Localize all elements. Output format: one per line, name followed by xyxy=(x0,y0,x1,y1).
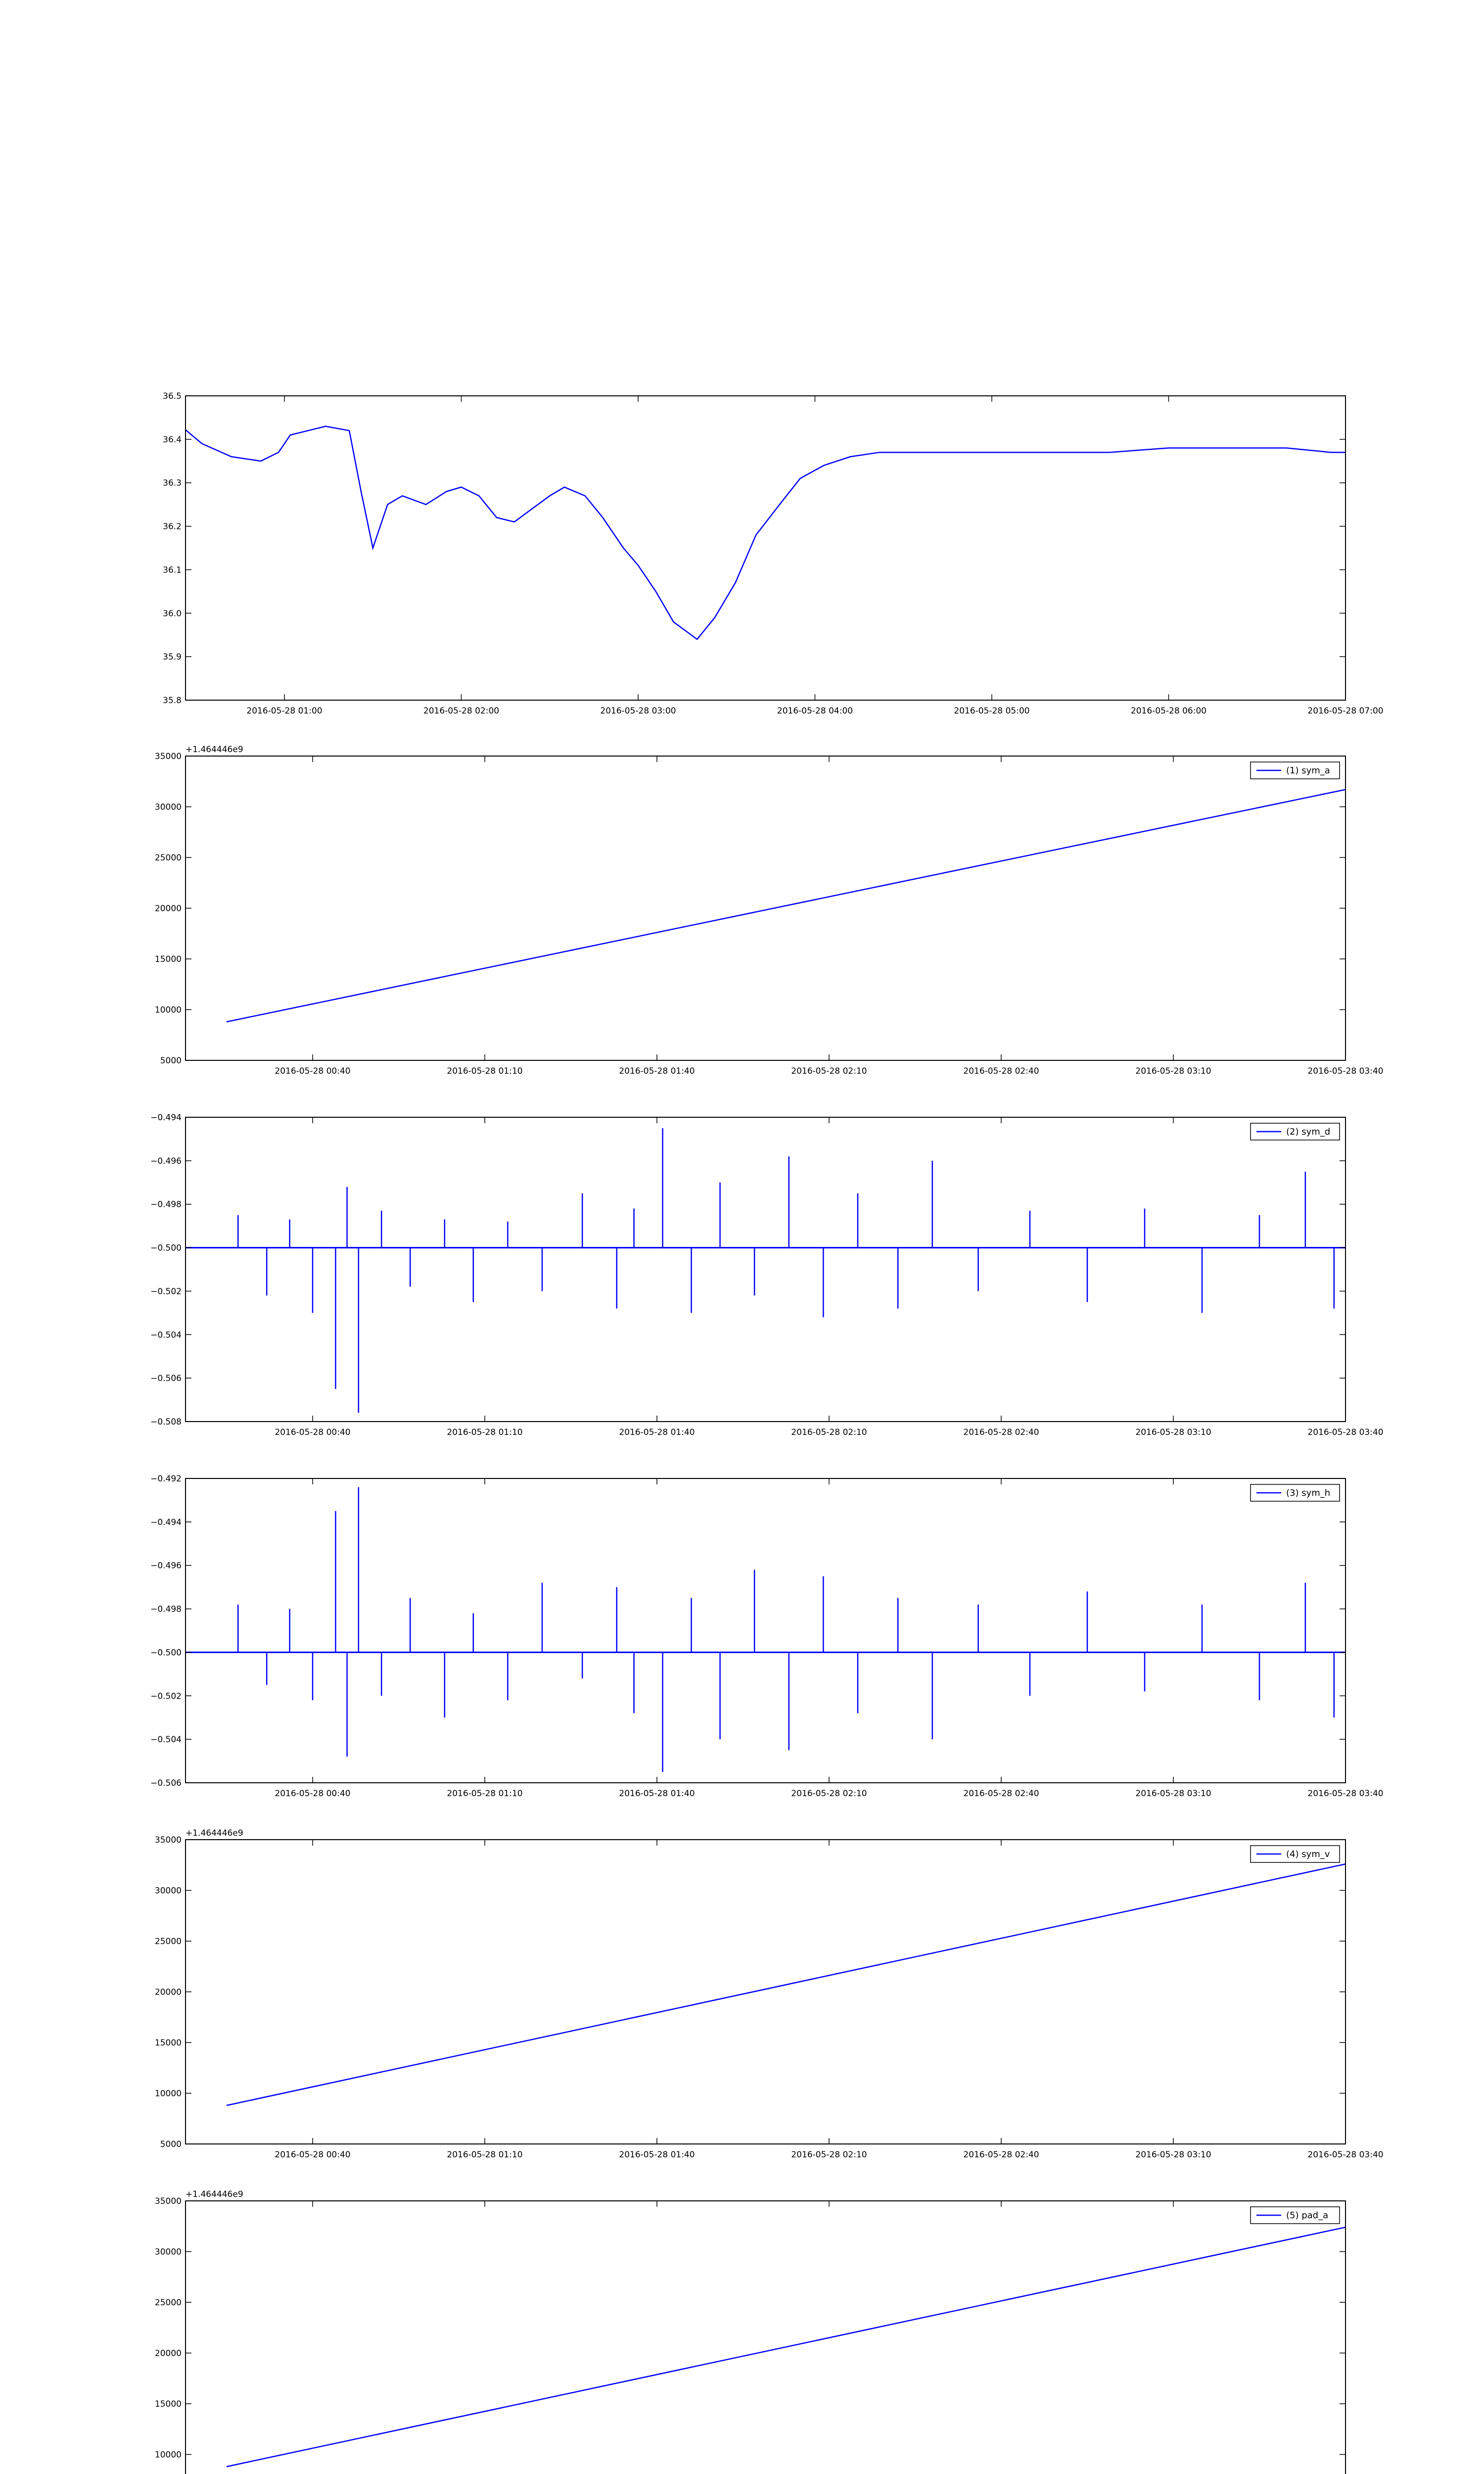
plot-area-2 xyxy=(227,790,1345,1022)
x-tick-label: 2016-05-28 02:10 xyxy=(791,1789,867,1799)
legend-label: (4) sym_v xyxy=(1286,1849,1330,1859)
axes-frame-3 xyxy=(186,1117,1345,1422)
y-tick-label: 10000 xyxy=(154,2450,182,2460)
y-tick-label: 36.4 xyxy=(163,434,182,445)
x-tick-label: 2016-05-28 01:00 xyxy=(246,706,323,716)
x-tick-label: 2016-05-28 01:40 xyxy=(619,1066,695,1076)
plot-area-4 xyxy=(186,1487,1345,1772)
y-tick-label: −0.504 xyxy=(150,1330,182,1340)
y-tick-label: 30000 xyxy=(154,802,182,812)
legend-label: (2) sym_d xyxy=(1286,1127,1331,1137)
axes-frame-5 xyxy=(186,1840,1345,2144)
y-tick-label: 10000 xyxy=(154,1005,182,1015)
x-tick-label: 2016-05-28 03:10 xyxy=(1135,2150,1211,2160)
plot-area-3 xyxy=(186,1128,1345,1413)
x-tick-label: 2016-05-28 01:40 xyxy=(619,2150,695,2160)
x-tick-label: 2016-05-28 02:40 xyxy=(963,1427,1039,1437)
x-tick-label: 2016-05-28 03:00 xyxy=(600,706,676,716)
y-tick-label: −0.496 xyxy=(150,1561,182,1571)
y-tick-label: 25000 xyxy=(154,2298,182,2308)
chart-panel-2 xyxy=(155,745,1384,1076)
series-line-1-1 xyxy=(182,427,1346,640)
x-tick-label: 2016-05-28 02:10 xyxy=(791,1066,867,1076)
y-tick-label: 20000 xyxy=(154,1987,182,1998)
y-tick-label: 36.5 xyxy=(163,391,182,401)
x-tick-label: 2016-05-28 02:40 xyxy=(963,2150,1039,2160)
y-tick-label: −0.498 xyxy=(150,1199,182,1210)
y-tick-label: 35000 xyxy=(154,752,182,761)
chart-panel-4 xyxy=(150,1474,1384,1799)
y-tick-label: −0.494 xyxy=(150,1113,182,1123)
x-tick-label: 2016-05-28 01:10 xyxy=(447,2150,523,2160)
y-tick-label: 35.9 xyxy=(163,652,182,663)
y-tick-label: −0.492 xyxy=(150,1474,182,1484)
axis-offset-label: +1.464446e9 xyxy=(186,745,243,755)
axes-frame-6 xyxy=(186,2201,1345,2474)
y-tick-label: −0.500 xyxy=(150,1243,182,1253)
x-tick-label: 2016-05-28 01:10 xyxy=(447,1427,523,1437)
y-tick-label: 5000 xyxy=(160,2140,182,2149)
y-tick-label: −0.504 xyxy=(150,1735,182,1745)
x-tick-label: 2016-05-28 00:40 xyxy=(275,1789,351,1799)
y-tick-label: 20000 xyxy=(154,2348,182,2359)
axes-frame-4 xyxy=(186,1478,1345,1783)
x-tick-label: 2016-05-28 03:10 xyxy=(1135,1066,1211,1076)
axes-frame-1 xyxy=(186,396,1345,700)
y-tick-label: 35000 xyxy=(154,1835,182,1845)
series-line-5-1 xyxy=(227,1864,1345,2105)
legend-6 xyxy=(1251,2207,1340,2224)
x-tick-label: 2016-05-28 01:10 xyxy=(447,1789,523,1799)
plot-area-6 xyxy=(227,2227,1345,2467)
legend-4 xyxy=(1251,1484,1340,1501)
x-tick-label: 2016-05-28 03:10 xyxy=(1135,1427,1211,1437)
y-tick-label: 25000 xyxy=(154,853,182,863)
y-tick-label: −0.508 xyxy=(150,1417,182,1427)
y-tick-label: 15000 xyxy=(154,2038,182,2048)
y-tick-label: 15000 xyxy=(154,2399,182,2409)
y-tick-label: −0.494 xyxy=(150,1517,182,1527)
y-tick-label: 36.1 xyxy=(163,565,182,575)
y-tick-label: 30000 xyxy=(154,2247,182,2257)
x-tick-label: 2016-05-28 06:00 xyxy=(1130,706,1207,716)
y-tick-label: 15000 xyxy=(154,954,182,964)
axis-offset-label: +1.464446e9 xyxy=(186,2189,243,2199)
y-tick-label: −0.502 xyxy=(150,1691,182,1702)
y-tick-label: −0.506 xyxy=(150,1778,182,1788)
legend-3 xyxy=(1251,1123,1340,1140)
x-tick-label: 2016-05-28 01:40 xyxy=(619,1427,695,1437)
x-tick-label: 2016-05-28 03:40 xyxy=(1307,2150,1384,2160)
x-tick-label: 2016-05-28 05:00 xyxy=(954,706,1030,716)
chart-panel-1 xyxy=(163,391,1383,716)
y-tick-label: −0.498 xyxy=(150,1604,182,1615)
x-tick-label: 2016-05-28 03:10 xyxy=(1135,1789,1211,1799)
chart-panel-5 xyxy=(155,1828,1384,2160)
y-tick-label: 36.2 xyxy=(163,522,182,532)
x-tick-label: 2016-05-28 07:00 xyxy=(1307,706,1384,716)
legend-label: (3) sym_h xyxy=(1286,1488,1331,1498)
y-tick-label: −0.500 xyxy=(150,1648,182,1658)
y-tick-label: −0.502 xyxy=(150,1286,182,1297)
plot-area-1 xyxy=(182,427,1346,640)
x-tick-label: 2016-05-28 00:40 xyxy=(275,1427,351,1437)
x-tick-label: 2016-05-28 02:10 xyxy=(791,1427,867,1437)
axis-offset-label: +1.464446e9 xyxy=(186,1828,243,1838)
y-tick-label: −0.506 xyxy=(150,1374,182,1384)
plot-area-5 xyxy=(227,1864,1345,2105)
x-tick-label: 2016-05-28 02:40 xyxy=(963,1066,1039,1076)
series-line-2-1 xyxy=(227,790,1345,1022)
y-tick-label: 36.0 xyxy=(163,609,182,619)
y-tick-label: 35000 xyxy=(154,2196,182,2206)
y-tick-label: −0.496 xyxy=(150,1156,182,1166)
x-tick-label: 2016-05-28 01:40 xyxy=(619,1789,695,1799)
legend-5 xyxy=(1251,1846,1340,1862)
y-tick-label: 20000 xyxy=(154,904,182,914)
chart-panel-3 xyxy=(150,1113,1384,1437)
legend-label: (1) sym_a xyxy=(1286,765,1330,776)
x-tick-label: 2016-05-28 04:00 xyxy=(777,706,853,716)
x-tick-label: 2016-05-28 03:40 xyxy=(1307,1427,1384,1437)
y-tick-label: 36.3 xyxy=(163,478,182,488)
legend-2 xyxy=(1251,762,1340,779)
axes-frame-2 xyxy=(186,756,1345,1060)
x-tick-label: 2016-05-28 00:40 xyxy=(275,2150,351,2160)
series-line-6-1 xyxy=(227,2227,1345,2467)
legend-label: (5) pad_a xyxy=(1286,2210,1329,2221)
y-tick-label: 35.8 xyxy=(163,696,182,706)
x-tick-label: 2016-05-28 02:10 xyxy=(791,2150,867,2160)
x-tick-label: 2016-05-28 03:40 xyxy=(1307,1066,1384,1076)
x-tick-label: 2016-05-28 00:40 xyxy=(275,1066,351,1076)
x-tick-label: 2016-05-28 03:40 xyxy=(1307,1789,1384,1799)
x-tick-label: 2016-05-28 02:40 xyxy=(963,1789,1039,1799)
chart-panel-6 xyxy=(155,2189,1384,2474)
y-tick-label: 10000 xyxy=(154,2089,182,2099)
x-tick-label: 2016-05-28 01:10 xyxy=(447,1066,523,1076)
y-tick-label: 30000 xyxy=(154,1886,182,1896)
y-tick-label: 25000 xyxy=(154,1937,182,1947)
y-tick-label: 5000 xyxy=(160,1056,182,1066)
x-tick-label: 2016-05-28 02:00 xyxy=(423,706,500,716)
